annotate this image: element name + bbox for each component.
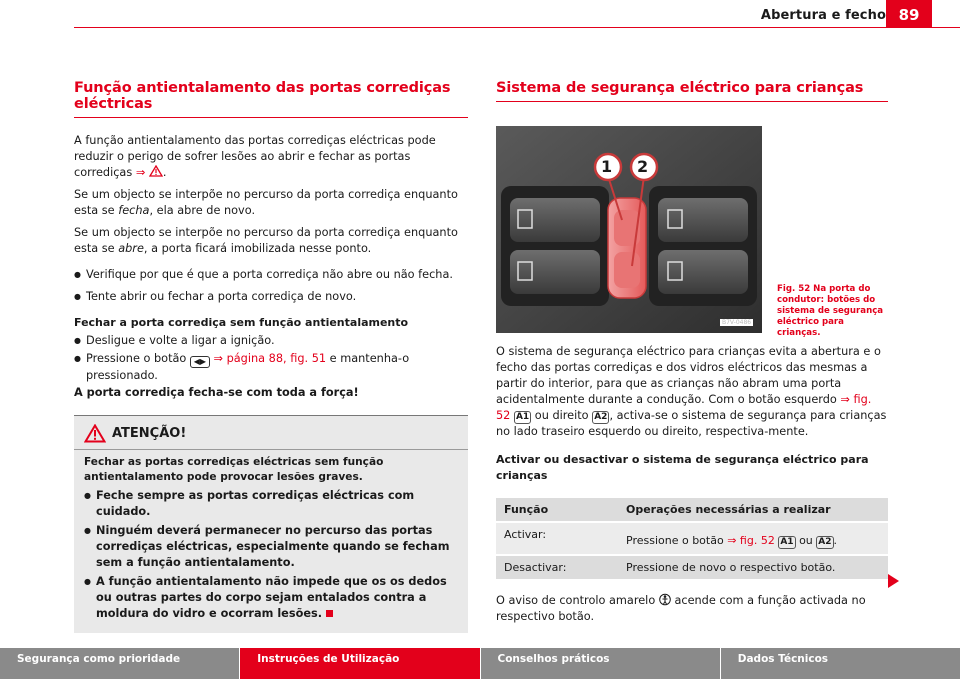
paragraph-child-safety: O sistema de segurança eléctrico para crianças evita a abertura e o fecho das portas corrediças e dos vidros eléctricos das mesmas a partir do interior, para que as crianças não abram uma porta acidentalmente durante a condução. Com o botão esquerdo ⇒ fig. 52 A1 ou direito A2 , activa-se o sistema de segurança para crianças no lado traseiro esquerdo ou direito, respectiva-mente. xyxy=(496,345,887,438)
button-ref-2: A2 xyxy=(818,537,832,547)
left-column xyxy=(74,80,468,633)
warning-intro: Fechar as portas corrediças eléctricas sem função antientalamento pode provocar lesões graves. xyxy=(84,456,384,483)
paragraph-intro: A função antientalamento das portas corrediças eléctricas pode reduzir o perigo de sofrer lesões ao abrir e fechar as portas corrediças ⇒ . xyxy=(74,134,436,179)
warning-header xyxy=(74,416,468,450)
tab-practical-tips[interactable]: Conselhos práticos xyxy=(481,648,720,679)
warning-triangle-icon xyxy=(84,424,106,443)
bullet-list-procedure xyxy=(74,333,468,384)
list-item: ● Verifique por que é que a porta corrediça não abre ou não fecha. xyxy=(74,267,468,283)
figure-link[interactable]: ⇒ fig. 52 xyxy=(727,534,775,547)
bullet-list-checks xyxy=(74,267,468,305)
warning-title: ATENÇÃO! xyxy=(112,426,187,441)
warning-list xyxy=(84,488,458,622)
warning-box xyxy=(74,415,468,633)
tab-safety[interactable]: Segurança como prioridade xyxy=(0,648,239,679)
table-row xyxy=(496,522,888,555)
figure-52 xyxy=(496,126,888,344)
header-rule xyxy=(74,27,960,28)
figure-code: B7V-0486 xyxy=(722,319,752,326)
table-header-cell: Operações necessárias a realizar xyxy=(618,498,888,522)
table-header-cell: Função xyxy=(496,498,618,522)
footer-nav xyxy=(0,648,960,679)
figure-caption: Fig. 52 Na porta do condutor: botões do sistema de segurança eléctrico para crianças. xyxy=(777,284,884,338)
list-item: ● Feche sempre as portas corrediças eléctricas com cuidado. xyxy=(84,488,458,520)
table-cell: Activar: xyxy=(496,522,618,555)
table-header-row xyxy=(496,498,888,522)
button-ref-2: A2 xyxy=(594,412,608,422)
end-of-section-marker xyxy=(326,610,333,617)
callout-1: 1 xyxy=(601,157,613,176)
subheading-activate: Activar ou desactivar o sistema de segurança eléctrico para crianças xyxy=(496,453,869,482)
child-safety-indicator-icon xyxy=(659,593,671,606)
page-number: 89 xyxy=(886,0,932,28)
warning-reference[interactable]: ⇒ xyxy=(136,166,163,179)
operations-table xyxy=(496,498,888,581)
section-heading-child-safety: Sistema de segurança eléctrico para crianças xyxy=(496,80,888,102)
button-ref-1: A1 xyxy=(515,412,530,422)
chapter-title: Abertura e fecho xyxy=(760,8,886,23)
warning-triangle-icon xyxy=(149,165,163,177)
page-header xyxy=(0,0,960,30)
paragraph-closing: Se um objecto se interpõe no percurso da porta corrediça enquanto esta se fecha, ela abre de novo. xyxy=(74,188,458,217)
table-row xyxy=(496,555,888,580)
right-column xyxy=(496,80,888,631)
list-item: ● Ninguém deverá permanecer no percurso das portas corrediças eléctricas, especialmente quando se fecham sem a função antientalamento. xyxy=(84,523,458,571)
list-item: ● Desligue e volte a ligar a ignição. xyxy=(74,333,468,349)
paragraph-opening: Se um objecto se interpõe no percurso da porta corrediça enquanto esta se abre, a porta ficará imobilizada nesse ponto. xyxy=(74,226,458,255)
table-cell: Desactivar: xyxy=(496,555,618,580)
list-item: ● A função antientalamento não impede que os os dedos ou outras partes do corpo sejam entalados contra a moldura do vidro e ocorram lesões. xyxy=(84,574,458,622)
tab-instructions[interactable]: Instruções de Utilização xyxy=(240,648,479,679)
door-switch-illustration xyxy=(496,126,762,333)
tab-technical-data[interactable]: Dados Técnicos xyxy=(721,648,960,679)
callout-2: 2 xyxy=(637,157,649,176)
paragraph-indicator: O aviso de controlo amarelo acende com a função activada no respectivo botão. xyxy=(496,594,866,623)
next-page-arrow-icon[interactable] xyxy=(888,574,899,588)
button-ref-1: A1 xyxy=(780,537,794,547)
table-cell: Pressione de novo o respectivo botão. xyxy=(618,555,888,580)
list-item: ● Tente abrir ou fechar a porta corrediça de novo. xyxy=(74,289,468,305)
door-panel-photo xyxy=(496,126,762,333)
table-cell: Pressione o botão ⇒ fig. 52 A1 ou A2 . xyxy=(618,522,888,555)
figure-link[interactable]: ⇒ fig. 52 xyxy=(496,393,872,422)
section-heading-anti-trap: Função antientalamento das portas corrediças eléctricas xyxy=(74,80,468,118)
list-item: ● Pressione o botão ◀▶ ⇒ página 88, fig. 51 e mantenha-o pressionado. xyxy=(74,351,468,384)
bold-notice: A porta corrediça fecha-se com toda a força! xyxy=(74,386,359,399)
warning-body xyxy=(74,450,468,633)
subheading-close-without-protection: Fechar a porta corrediça sem função antientalamento xyxy=(74,316,409,329)
page-link[interactable]: ⇒ página 88, fig. 51 xyxy=(213,352,327,365)
sliding-door-button-icon: ◀▶ xyxy=(190,356,210,368)
